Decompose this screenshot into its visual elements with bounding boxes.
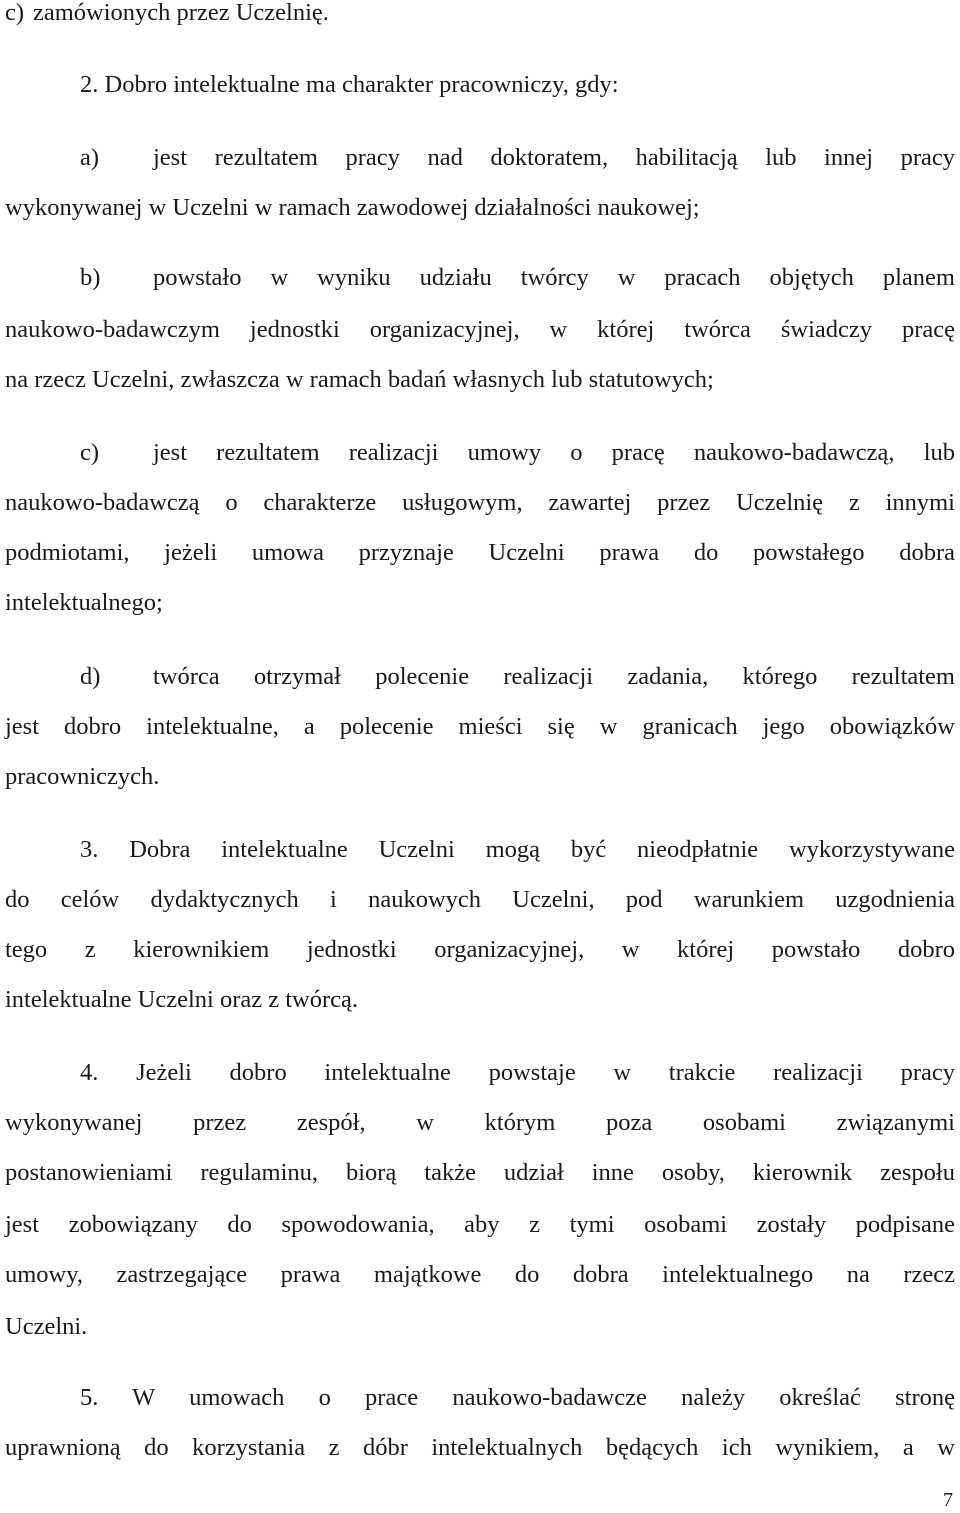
list-item-first-line: powstało w wyniku udziału twórcy w pracach objętych planem bbox=[153, 264, 955, 291]
list-item-line: intelektualnego; bbox=[5, 589, 163, 616]
paragraph-line: do celów dydaktycznych i naukowych Uczelni, pod warunkiem uzgodnienia bbox=[5, 886, 955, 913]
paragraph-line: 3. Dobra intelektualne Uczelni mogą być nieodpłatnie wykorzystywane bbox=[80, 836, 955, 863]
list-item-line: jest dobro intelektualne, a polecenie mieści się w granicach jego obowiązków bbox=[5, 713, 955, 740]
intro-fragment-label: c) bbox=[5, 0, 25, 26]
list-item-line: naukowo-badawczą o charakterze usługowym, zawartej przez Uczelnię z innymi bbox=[5, 489, 955, 516]
paragraph-line: intelektualne Uczelni oraz z twórcą. bbox=[5, 986, 359, 1013]
section-2-lead: 2. Dobro intelektualne ma charakter pracowniczy, gdy: bbox=[80, 71, 619, 98]
list-item-label: d) bbox=[80, 663, 101, 690]
page-number: 7 bbox=[943, 1489, 953, 1511]
list-item-first-line: twórca otrzymał polecenie realizacji zadania, którego rezultatem bbox=[153, 663, 955, 690]
list-item-first-line: jest rezultatem pracy nad doktoratem, habilitacją lub innej pracy bbox=[153, 144, 955, 171]
paragraph-line: postanowieniami regulaminu, biorą także udział inne osoby, kierownik zespołu bbox=[5, 1159, 955, 1186]
paragraph-line: tego z kierownikiem jednostki organizacyjnej, w której powstało dobro bbox=[5, 936, 955, 963]
list-item-label: a) bbox=[80, 144, 100, 171]
list-item-line: pracowniczych. bbox=[5, 763, 160, 790]
list-item-label: c) bbox=[80, 439, 100, 466]
paragraph-line: wykonywanej przez zespół, w którym poza osobami związanymi bbox=[5, 1109, 955, 1136]
list-item-line: wykonywanej w Uczelni w ramach zawodowej działalności naukowej; bbox=[5, 194, 700, 221]
list-item-line: naukowo-badawczym jednostki organizacyjnej, w której twórca świadczy pracę bbox=[5, 316, 955, 343]
list-item-line: podmiotami, jeżeli umowa przyznaje Uczelni prawa do powstałego dobra bbox=[5, 539, 955, 566]
list-item-line: na rzecz Uczelni, zwłaszcza w ramach badań własnych lub statutowych; bbox=[5, 366, 714, 393]
list-item-first-line: jest rezultatem realizacji umowy o pracę naukowo-badawczą, lub bbox=[153, 439, 955, 466]
paragraph-line: Uczelni. bbox=[5, 1313, 88, 1340]
paragraph-line: jest zobowiązany do spowodowania, aby z tymi osobami zostały podpisane bbox=[5, 1211, 955, 1238]
paragraph-line: uprawnioną do korzystania z dóbr intelektualnych będących ich wynikiem, a w bbox=[5, 1434, 955, 1461]
paragraph-line: 4. Jeżeli dobro intelektualne powstaje w trakcie realizacji pracy bbox=[80, 1059, 955, 1086]
paragraph-line: umowy, zastrzegające prawa majątkowe do dobra intelektualnego na rzecz bbox=[5, 1261, 955, 1288]
paragraph-line: 5. W umowach o prace naukowo-badawcze należy określać stronę bbox=[80, 1384, 955, 1411]
intro-fragment-text: zamówionych przez Uczelnię. bbox=[33, 0, 329, 26]
list-item-label: b) bbox=[80, 264, 101, 291]
